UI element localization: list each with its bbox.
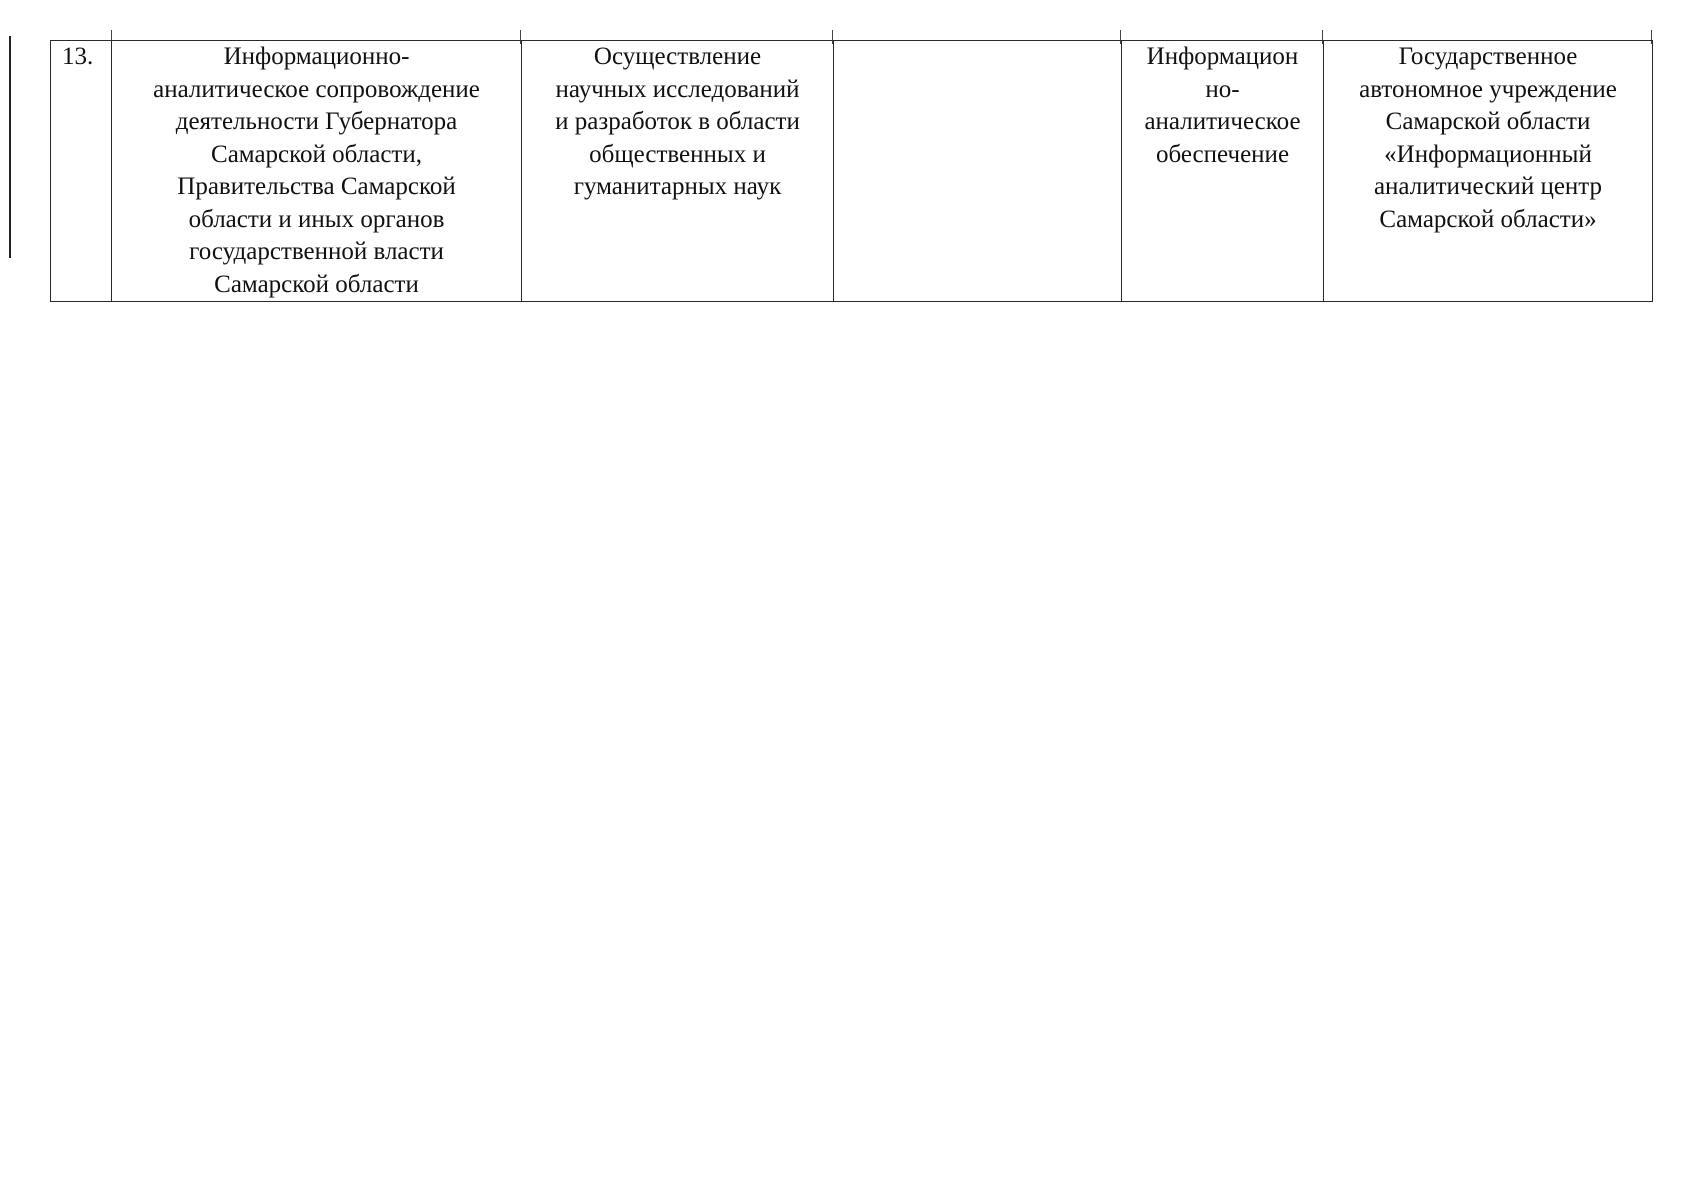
- organization-name: Государственное автономное учреждение Самарской области «Информационный аналитический центр Самарской области»: [1359, 43, 1617, 233]
- service-type: Информацион но- аналитическое обеспечение: [1144, 43, 1301, 168]
- registry-table: [50, 40, 1653, 302]
- activity-cell: [522, 41, 834, 302]
- activity-text: Осуществление научных исследований и разработок в области общественных и гуманитарных наук: [555, 43, 800, 200]
- service-type-cell: [1122, 41, 1324, 302]
- service-name: Информационно- аналитическое сопровождение деятельности Губернатора Самарской области, Правительства Самарской области и иных органов государственной власти Самарской области: [153, 43, 480, 298]
- table-row: [51, 41, 1653, 302]
- page-margin-mark: [9, 36, 11, 258]
- row-number-cell: [51, 41, 112, 302]
- service-name-cell: [112, 41, 522, 302]
- organization-cell: [1324, 41, 1653, 302]
- empty-cell: [834, 41, 1122, 302]
- row-number: 13.: [62, 43, 94, 70]
